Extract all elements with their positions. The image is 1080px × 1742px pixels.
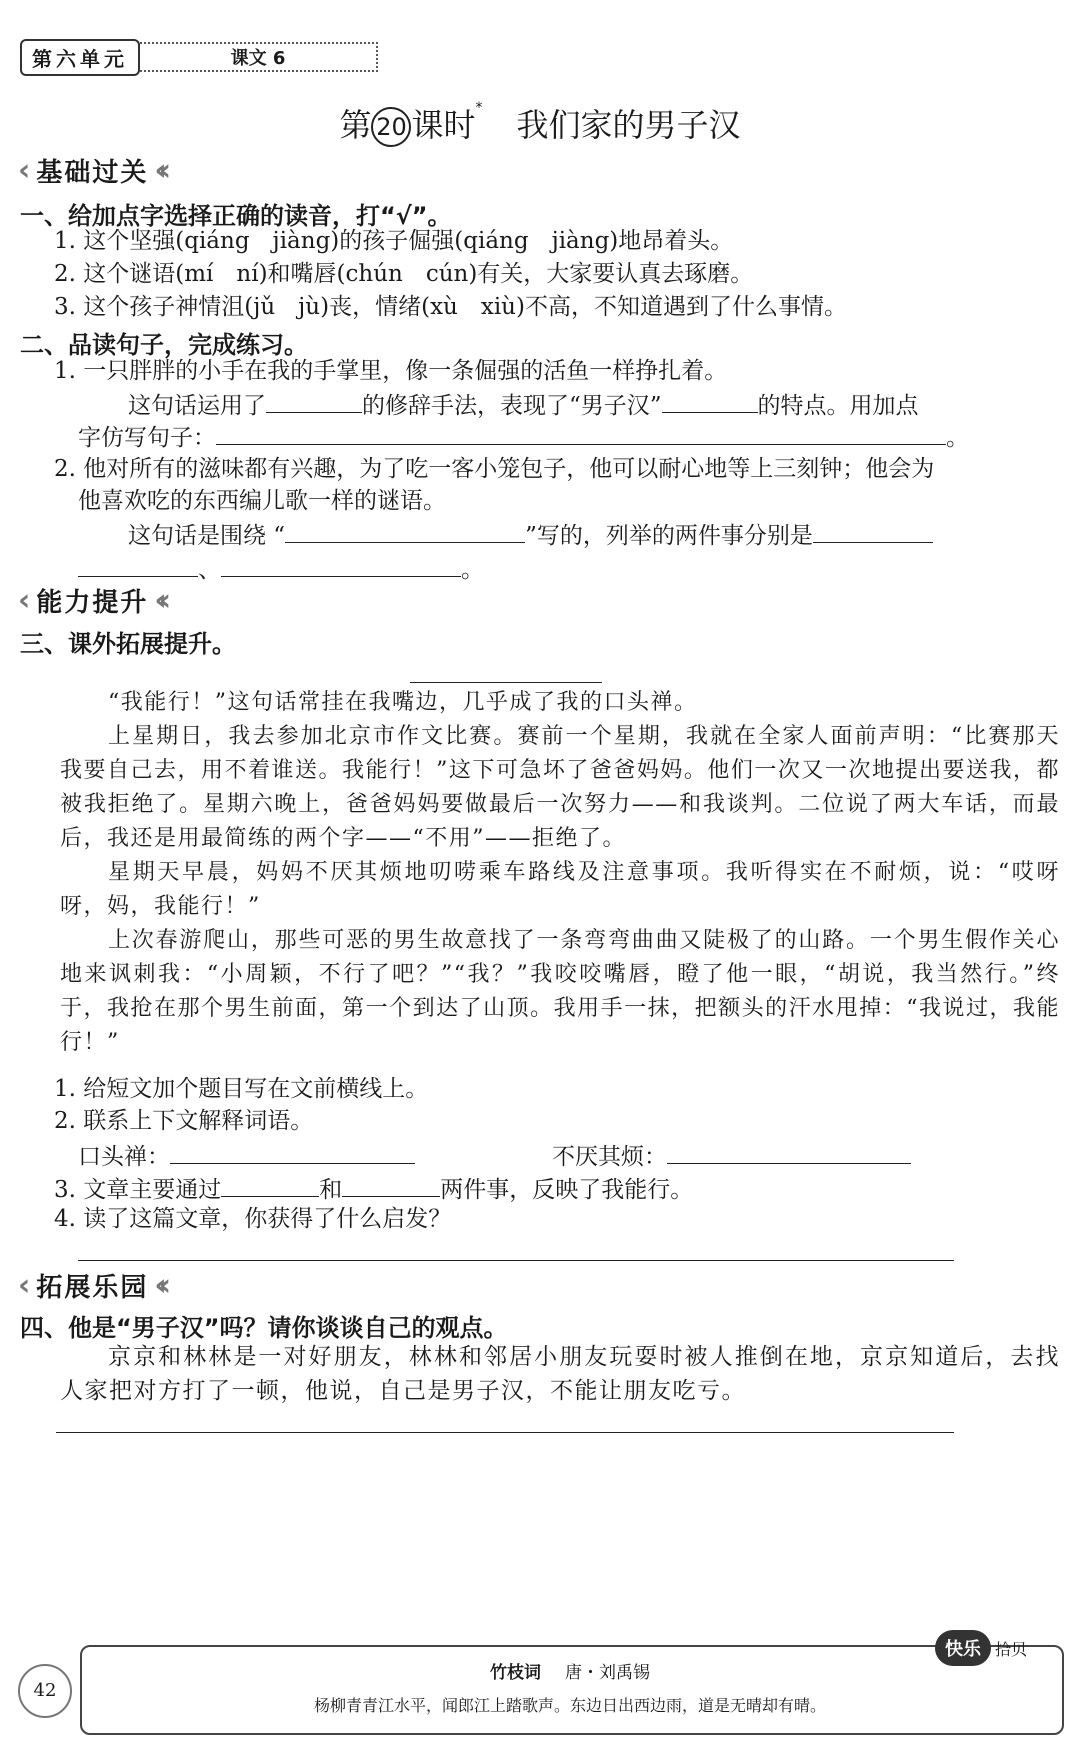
section-ability: [18, 580, 163, 620]
buyanqifan-blank[interactable]: [667, 1137, 911, 1164]
event1-blank-a[interactable]: [813, 516, 933, 543]
article-title-blank[interactable]: [410, 656, 602, 683]
article-para-3: 星期天早晨，妈妈不厌其烦地叨唠乘车路线及注意事项。我听得实在不耐烦，说：“哎呀呀，妈，我能行！”: [60, 860, 1060, 919]
q2-s1: 1. 一只胖胖的小手在我的手掌里，像一条倔强的活鱼一样挣扎着。: [54, 358, 728, 384]
q2-s2-a: 这句话是围绕 “: [128, 523, 286, 549]
chevron-left-icon: ‹: [18, 1267, 31, 1303]
q1-item-1: 1. 这个坚强(qiáng jiàng)的孩子倔强(qiáng jiàng)地昂着头。: [54, 228, 734, 254]
poem-name: 竹枝词: [490, 1663, 541, 1683]
q3-t3-a: 3. 文章主要通过: [54, 1177, 222, 1203]
event1-blank-b[interactable]: [78, 550, 198, 577]
q3-task-2: 2. 联系上下文解释词语。: [54, 1108, 314, 1134]
event-a-blank[interactable]: [221, 1170, 319, 1197]
article-para-1: “我能行！”这句话常挂在我嘴边，几乎成了我的口头禅。: [108, 690, 698, 715]
lesson-label: 课文 6: [140, 42, 378, 72]
period: 。: [946, 425, 969, 451]
unit-label: 第六单元: [20, 39, 140, 76]
double-chevron-icon: ‹‹: [154, 1267, 164, 1303]
poem-title: [80, 1658, 1060, 1683]
q1-heading: 一、给加点字选择正确的读音，打“√”。: [20, 202, 452, 230]
article-para-2: 上星期日，我去参加北京市作文比赛。赛前一个星期，我就在全家人面前声明：“比赛那天我要自己去，用不着谁送。我能行！”这下可急坏了爸爸妈妈。他们一次又一次地提出要送我，都被我拒绝了。星期六晚上，爸爸妈妈要做最后一次努力——和我谈判。二位说了两大车话，而最后，我还是用最简练的两个字——“不用”——拒绝了。: [60, 724, 1060, 851]
q4-para: 京京和林林是一对好朋友，林林和邻居小朋友玩耍时被人推倒在地，京京知道后，去找人家把对方打了一顿，他说，自己是男子汉，不能让朋友吃亏。: [60, 1344, 1060, 1404]
section-basic-label: 基础过关: [36, 157, 149, 188]
q2-s2-line1: 2. 他对所有的滋味都有兴趣，为了吃一客小笼包子，他可以耐心地等上三刻钟；他会为: [54, 456, 935, 482]
q4-heading: 四、他是“男子汉”吗？请你谈谈自己的观点。: [20, 1314, 508, 1342]
poem-author: 唐・刘禹锡: [565, 1663, 650, 1683]
rhetoric-blank[interactable]: [266, 386, 362, 413]
separator: 、: [198, 557, 221, 583]
brand-text: 拾贝: [995, 1639, 1028, 1659]
q2-s1-d: 字仿写句子：: [78, 425, 216, 451]
q3-task-4: 4. 读了这篇文章，你获得了什么启发？: [54, 1206, 452, 1232]
imitation-blank[interactable]: [216, 418, 946, 445]
chevron-left-icon: ‹: [18, 152, 31, 188]
q2-s1-a: 这句话运用了: [128, 393, 266, 419]
q2-s1-b: 的修辞手法，表现了“男子汉”: [362, 393, 662, 419]
section-ability-label: 能力提升: [36, 587, 149, 618]
event-b-blank[interactable]: [342, 1170, 440, 1197]
title-star: *: [475, 100, 483, 116]
q2-s2-line2: 他喜欢吃的东西编儿歌一样的谜语。: [78, 488, 446, 514]
koutouchan-blank[interactable]: [170, 1137, 415, 1164]
poem-body: 杨柳青青江水平，闻郎江上踏歌声。东边日出西边雨，道是无晴却有晴。: [313, 1696, 826, 1715]
title-prefix: 第: [339, 106, 372, 144]
topic-blank[interactable]: [285, 516, 525, 543]
q3-t3-b: 和: [319, 1177, 343, 1203]
q2-s2-b: ”写的，列举的两件事分别是: [525, 523, 813, 549]
trait-blank[interactable]: [662, 386, 758, 413]
answer-line[interactable]: [56, 1432, 954, 1433]
q3-heading: 三、课外拓展提升。: [20, 630, 236, 658]
section-extend-label: 拓展乐园: [36, 1272, 149, 1303]
q2-heading: 二、品读句子，完成练习。: [20, 331, 308, 359]
q2-s1-line3: [78, 418, 969, 455]
article-para-4: 上次春游爬山，那些可恶的男生故意找了一条弯弯曲曲又陡极了的山路。一个男生假作关心地来讽刺我：“小周颖，不行了吧？”“我？”我咬咬嘴唇，瞪了他一眼，“胡说，我当然行。”终于，我抢在那个男生前面，第一个到达了山顶。我用手一抹，把额头的汗水甩掉：“我说过，我能行！”: [60, 928, 1060, 1055]
title-main: 我们家的男子汉: [516, 106, 741, 144]
brand-bubble: 快乐: [935, 1630, 991, 1666]
event2-blank[interactable]: [221, 550, 461, 577]
unit-tag: [20, 40, 378, 74]
q1-item-2: 2. 这个谜语(mí ní)和嘴唇(chún cún)有关，大家要认真去琢磨。: [54, 261, 754, 287]
q1-item-3: 3. 这个孩子神情沮(jǔ jù)丧，情绪(xù xiù)不高，不知道遇到了什么事情。: [54, 294, 847, 320]
q2-s2-line3: [128, 516, 933, 553]
term-buyanqifan: 不厌其烦：: [552, 1144, 667, 1170]
q3-task-2-b: [552, 1137, 911, 1174]
section-extend: [18, 1265, 163, 1305]
article-body: [60, 686, 1060, 1060]
chevron-left-icon: ‹: [18, 582, 31, 618]
lesson-number: 20: [371, 107, 411, 147]
q3-t3-c: 两件事，反映了我能行。: [440, 1177, 694, 1203]
double-chevron-icon: ‹‹: [154, 152, 164, 188]
title-suffix: 课时: [411, 106, 476, 144]
page-title: [0, 100, 1080, 147]
q3-task-2-a: [78, 1137, 415, 1174]
double-chevron-icon: ‹‹: [154, 582, 164, 618]
brand-logo: [935, 1625, 1027, 1671]
period: 。: [461, 557, 484, 583]
q2-s1-c: 的特点。用加点: [757, 393, 919, 419]
q3-task-1: 1. 给短文加个题目写在文前横线上。: [54, 1076, 429, 1102]
page-number: 42: [18, 1664, 72, 1718]
section-basic: [18, 150, 163, 190]
answer-line[interactable]: [78, 1260, 954, 1261]
term-koutouchan: 口头禅：: [78, 1144, 170, 1170]
